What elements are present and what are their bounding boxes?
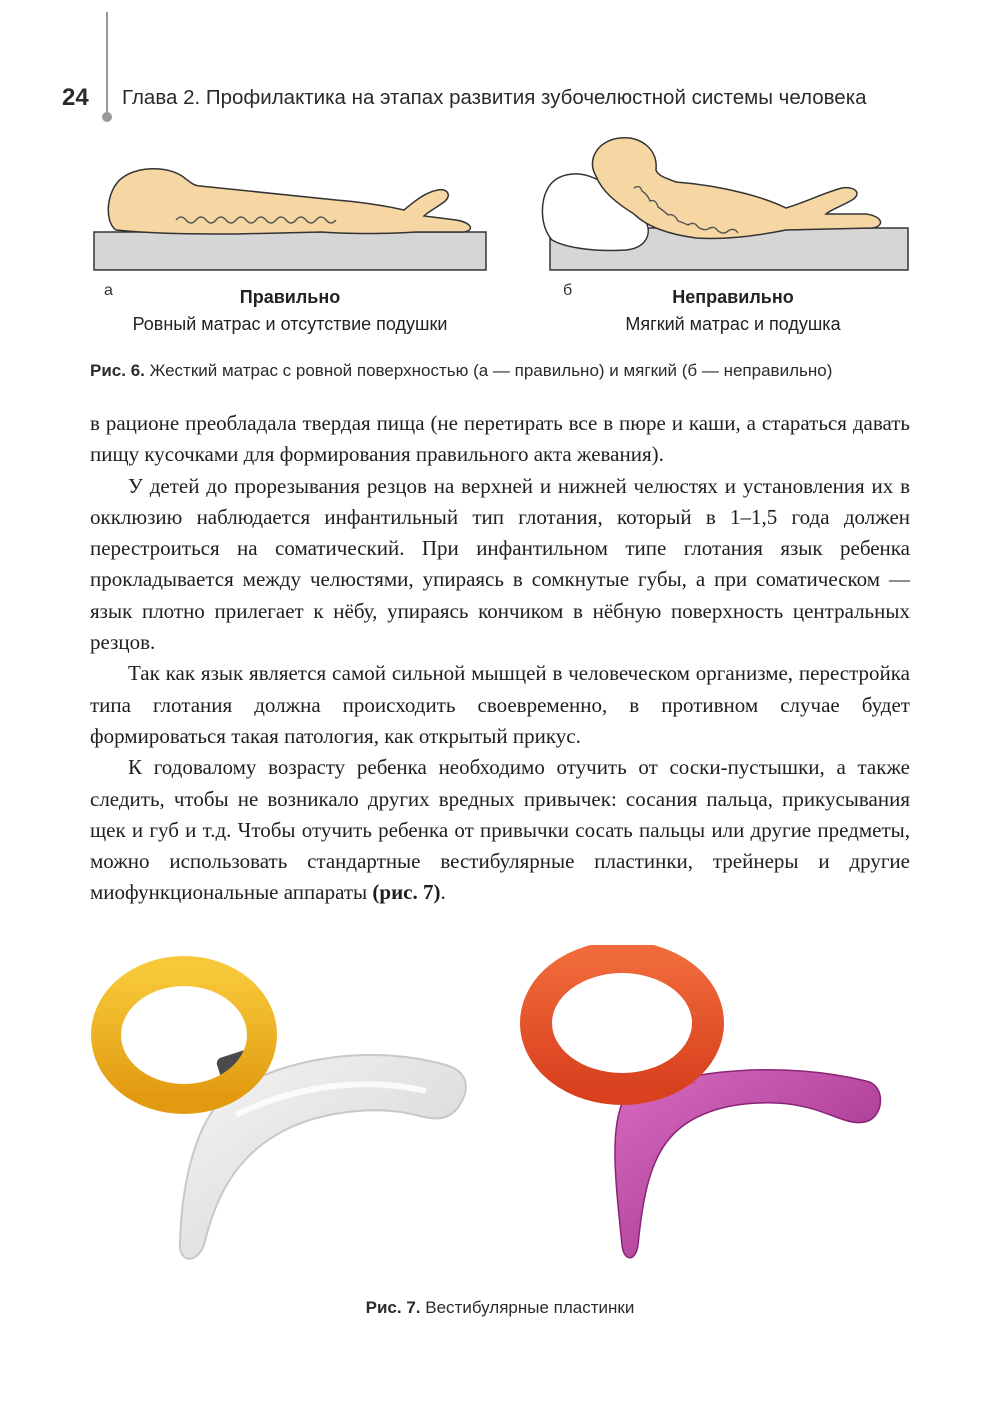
header-divider-dot	[102, 112, 112, 122]
paragraph-4-end: .	[440, 880, 446, 905]
figure-7-caption	[0, 1298, 1000, 1318]
panel-b-letter: б	[563, 282, 573, 299]
figure-7-caption-label: Рис. 7.	[365, 1298, 421, 1317]
figure-6-caption-label: Рис. 6.	[90, 361, 145, 380]
page-number: 24	[62, 84, 89, 111]
paragraph-2: У детей до прорезывания резцов на верхней и нижней челюстях и установления их в окклюзию наблюдается инфантильный тип глотания, который в 1–1,5 года должен перестроиться на соматический. При инфантильном типе глотания язык ребенка прокладывается между челюстями, упираясь в сомкнутые губы, а при соматическом — язык плотно прилегает к нёбу, упираясь кончиком в нёбную поверхность центральных резцов.	[90, 473, 910, 655]
figure-7-illustration	[86, 945, 926, 1285]
panel-a-subtitle: Ровный матрас и отсутствие подушки	[132, 314, 448, 334]
purple-vestibular-plate-with-red-ring	[536, 957, 881, 1258]
panel-a-illustration	[94, 169, 486, 270]
panel-a-letter: а	[104, 282, 113, 299]
paragraph-4	[90, 752, 910, 908]
paragraph-4-text: К годовалому возрасту ребенка необходимо отучить от соски-пустышки, а также следить, чтобы не возникало других вредных привычек: сосания пальца, прикусывания щек и губ и т.д. Чтобы отучить ребенка от привычки сосать пальцы или другие предметы, можно использовать стандартные вестибулярные пластинки, трейнеры и другие миофункциональные аппараты	[90, 755, 910, 905]
panel-b-title: Неправильно	[672, 287, 794, 307]
figure-7-caption-text: Вестибулярные пластинки	[420, 1298, 635, 1317]
clear-vestibular-plate-with-yellow-ring	[106, 971, 466, 1259]
panel-b-subtitle: Мягкий матрас и подушка	[625, 314, 841, 334]
baby-body-correct	[108, 169, 470, 234]
firm-mattress	[94, 232, 486, 270]
red-ring	[536, 957, 708, 1089]
figure-6-illustration	[86, 130, 916, 280]
yellow-ring	[106, 971, 262, 1099]
panel-a-title: Правильно	[239, 287, 341, 307]
figure-7-reference: (рис. 7)	[372, 880, 441, 905]
paragraph-3: Так как язык является самой сильной мышцей в человеческом организме, перестройка типа глотания должна происходить своевременно, в противном случае будет формироваться такая патология, как открытый прикус.	[90, 661, 910, 748]
paragraph-1: в рационе преобладала твердая пища (не перетирать все в пюре и каши, а стараться давать пищу кусочками для формирования правильного акта жевания).	[90, 411, 910, 467]
figure-6-caption	[90, 361, 832, 381]
chapter-title: Глава 2. Профилактика на этапах развития зубочелюстной системы человека	[122, 86, 867, 109]
figure-6-caption-text: Жесткий матрас с ровной поверхностью (а — правильно) и мягкий (б — неправильно)	[144, 361, 833, 380]
panel-b-illustration	[542, 138, 908, 270]
body-text	[90, 408, 910, 909]
header-divider	[106, 12, 108, 116]
